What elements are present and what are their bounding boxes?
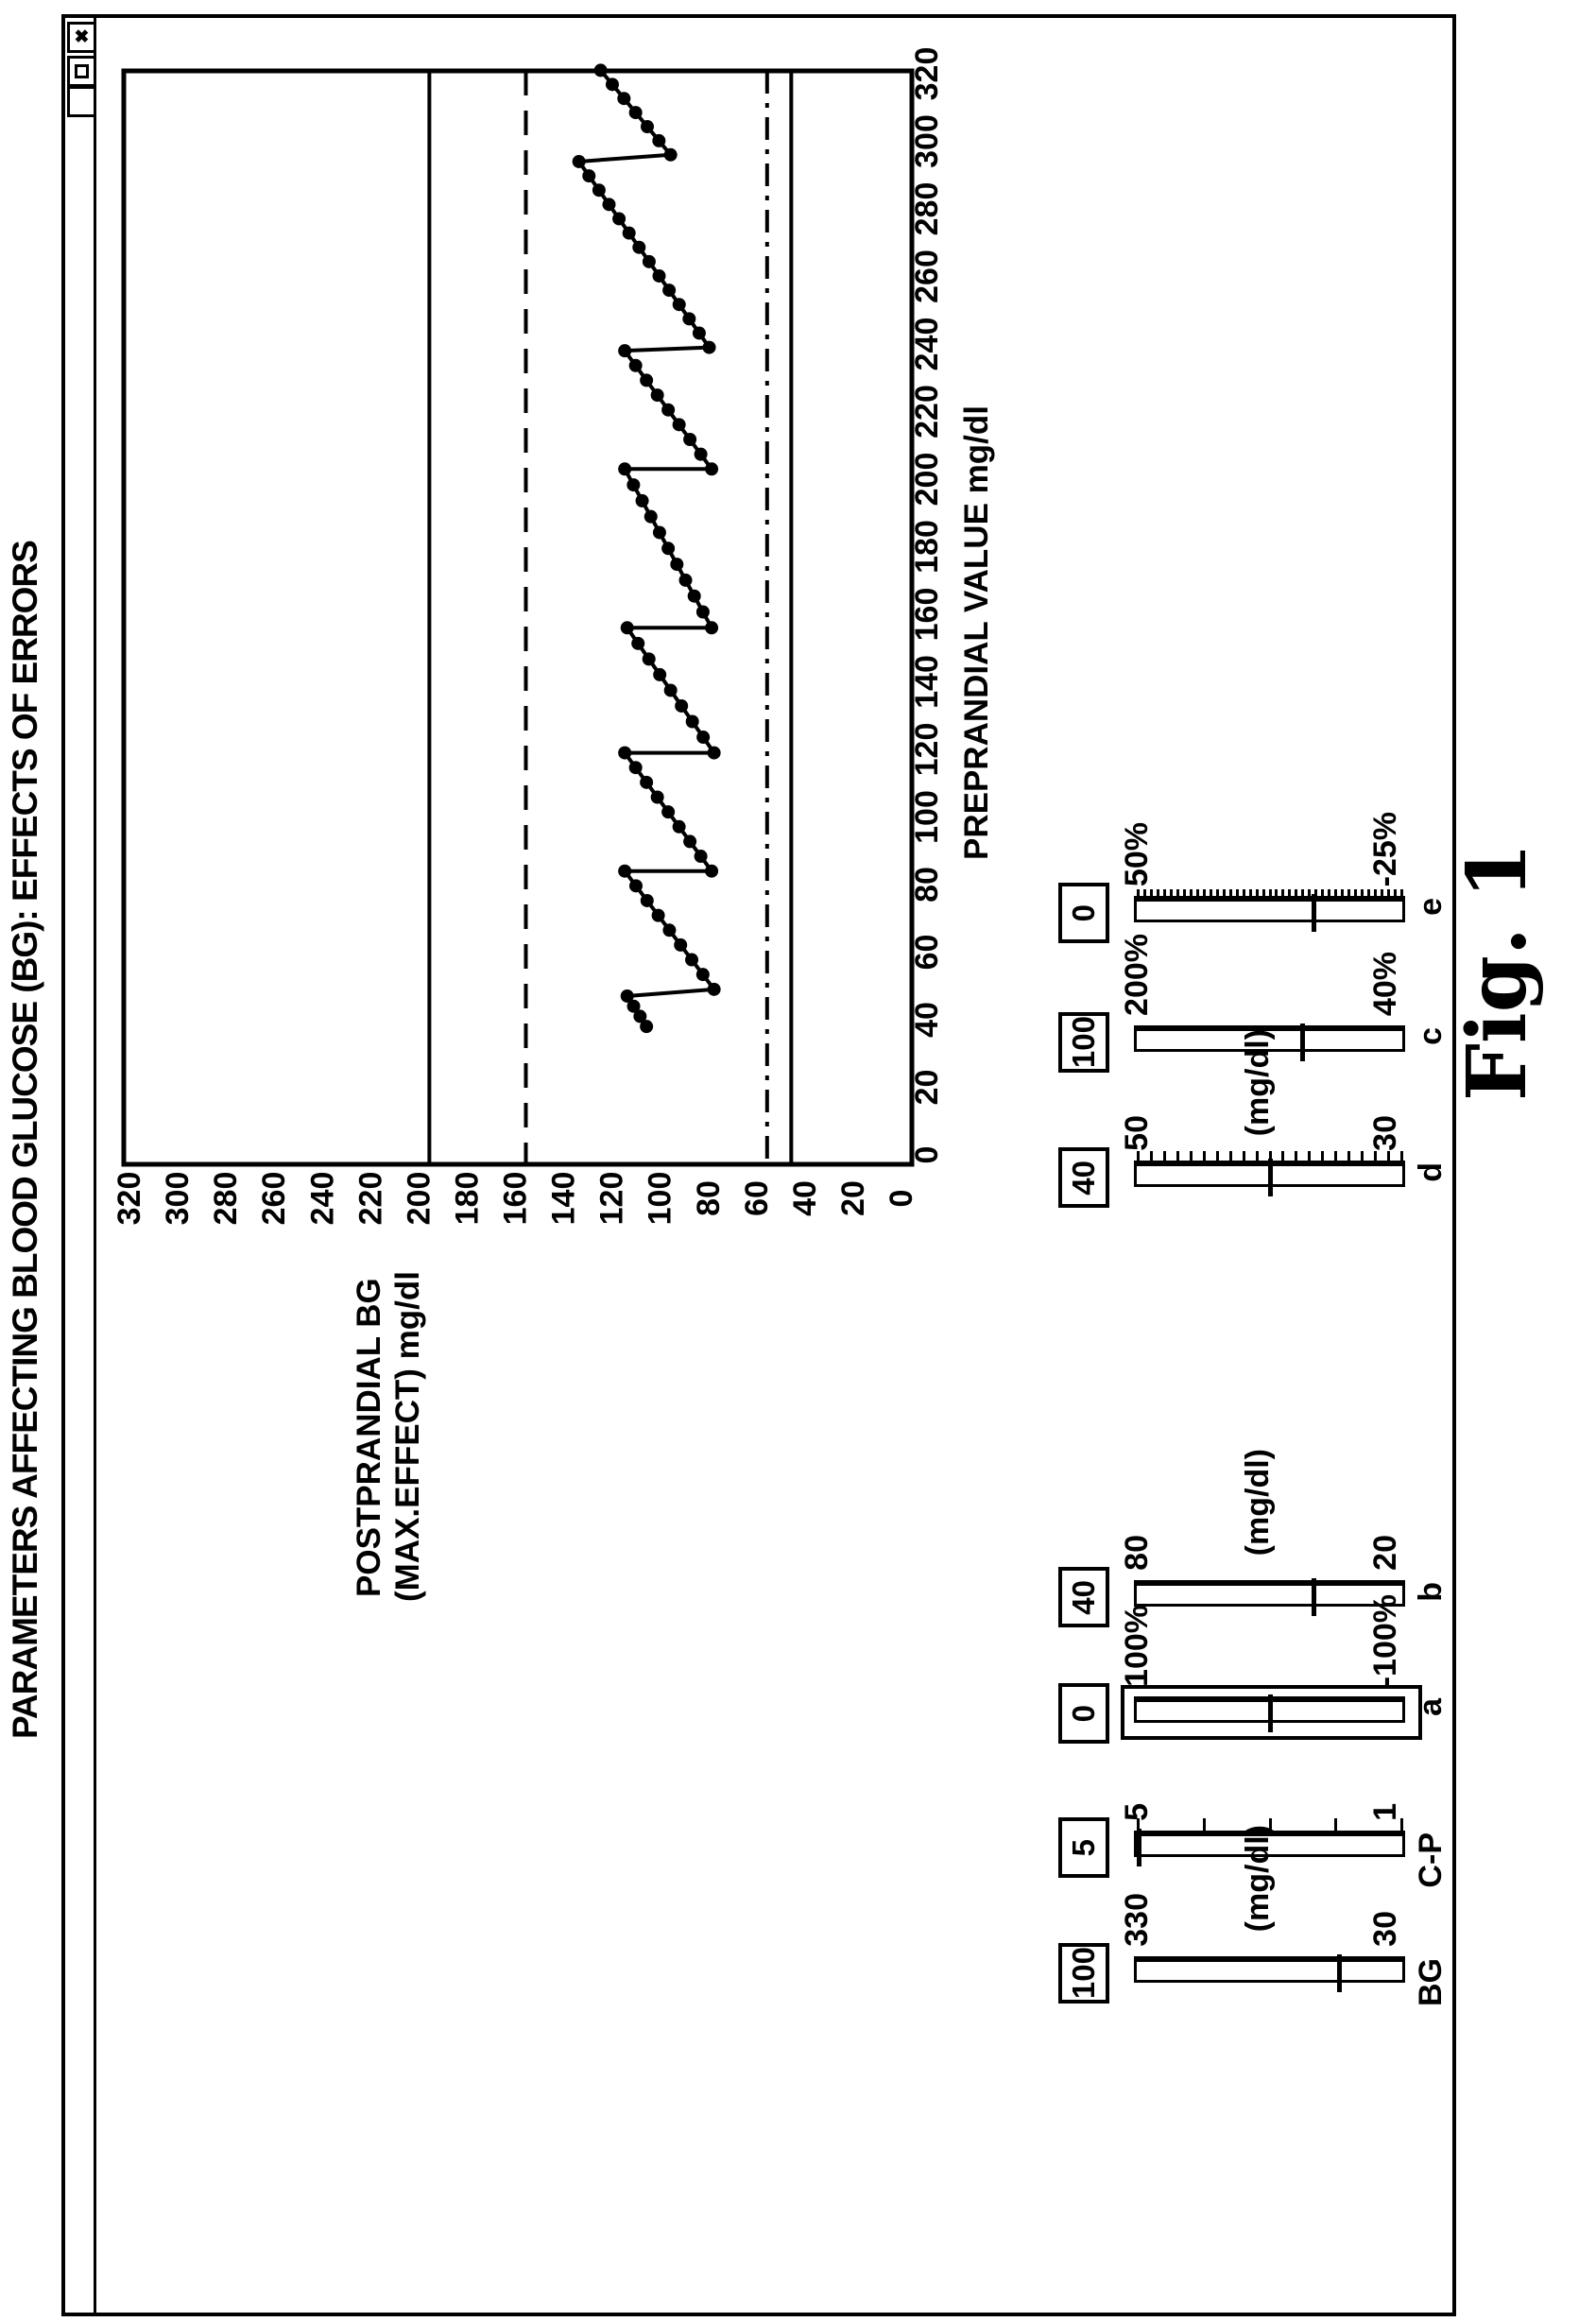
axis-tick-label: 180 bbox=[909, 520, 945, 574]
slider-value-BG: 100 bbox=[1066, 1947, 1101, 2000]
axis-tick-label: 200 bbox=[401, 1171, 438, 1226]
slider-tick bbox=[1229, 889, 1232, 896]
slider-name-label-d: d bbox=[1413, 1162, 1449, 1182]
slider-tick bbox=[1216, 1151, 1219, 1161]
series-dot bbox=[623, 227, 636, 240]
slider-tick bbox=[1243, 889, 1245, 896]
slider-tick bbox=[1367, 889, 1370, 896]
slider-thumb-C-P[interactable] bbox=[1137, 1829, 1141, 1866]
series-dot bbox=[686, 715, 699, 729]
series-dot bbox=[644, 510, 658, 524]
slider-value-b: 40 bbox=[1066, 1579, 1101, 1615]
slider-tick bbox=[1170, 889, 1173, 896]
slider-value-box-b[interactable] bbox=[1058, 1567, 1109, 1627]
slider-tick bbox=[1203, 1818, 1206, 1831]
series-dot bbox=[640, 373, 653, 387]
slider-tick bbox=[1400, 889, 1403, 896]
series-dot bbox=[675, 699, 688, 713]
axis-tick-label: 280 bbox=[208, 1171, 245, 1226]
y-axis-title-line2: (MAX.EFFECT) mg/dl bbox=[389, 1271, 426, 1602]
slider-tick bbox=[1281, 1151, 1284, 1161]
series-dot bbox=[641, 120, 654, 133]
series-dot bbox=[592, 183, 606, 197]
series-dot bbox=[661, 805, 675, 818]
slider-tick bbox=[1163, 889, 1166, 896]
series-dot bbox=[594, 63, 608, 77]
slider-tick bbox=[1347, 1151, 1350, 1161]
slider-tick bbox=[1354, 889, 1357, 896]
axis-tick-label: 100 bbox=[909, 790, 945, 844]
slider-tick bbox=[1210, 889, 1212, 896]
slider-value-a: 0 bbox=[1066, 1704, 1101, 1723]
axis-tick-label: 80 bbox=[909, 867, 945, 903]
slider-tick bbox=[1269, 889, 1272, 896]
slider-tick bbox=[1321, 889, 1324, 896]
slider-tick bbox=[1262, 889, 1265, 896]
series-jump-segment bbox=[625, 348, 709, 352]
series-dot bbox=[653, 668, 666, 681]
slider-value-box-d[interactable] bbox=[1058, 1147, 1109, 1208]
series-dot bbox=[629, 761, 643, 774]
slider-tick bbox=[1150, 1151, 1153, 1161]
series-dot bbox=[661, 404, 675, 417]
series-dot bbox=[618, 344, 631, 357]
slider-track-b[interactable] bbox=[1134, 1580, 1405, 1607]
slider-max-label-BG: 330 bbox=[1119, 1893, 1155, 1947]
slider-max-label-C-P: 5 bbox=[1119, 1803, 1155, 1821]
slider-tick bbox=[1387, 889, 1390, 896]
slider-track-e[interactable] bbox=[1134, 896, 1405, 922]
series-dot bbox=[651, 388, 664, 402]
axis-tick-label: 40 bbox=[909, 1002, 945, 1038]
series-dot bbox=[695, 850, 708, 863]
series-dot bbox=[612, 212, 626, 225]
series-dot bbox=[664, 683, 678, 697]
axis-tick-label: 300 bbox=[909, 114, 945, 168]
slider-tick bbox=[1374, 889, 1377, 896]
slider-tick bbox=[1196, 889, 1199, 896]
slider-tick bbox=[1236, 889, 1239, 896]
series-jump-segment bbox=[627, 989, 714, 996]
series-dot bbox=[640, 1020, 653, 1033]
slider-name-label-e: e bbox=[1413, 898, 1449, 916]
slider-min-label-b: 20 bbox=[1367, 1535, 1403, 1571]
series-dot bbox=[606, 77, 619, 91]
axis-tick-label: 0 bbox=[884, 1189, 919, 1208]
slider-max-label-e: 50% bbox=[1119, 821, 1155, 886]
series-dot bbox=[621, 621, 634, 634]
slider-min-label-C-P: 1 bbox=[1367, 1803, 1403, 1821]
series-dot bbox=[640, 776, 653, 789]
axis-tick-label: 140 bbox=[909, 655, 945, 709]
series-dot bbox=[696, 731, 710, 744]
series-dot bbox=[629, 359, 643, 372]
slider-tick bbox=[1361, 889, 1364, 896]
series-dot bbox=[679, 574, 693, 587]
slider-unit-label-BG: (mg/dl) bbox=[1240, 1824, 1276, 1932]
slider-track-d[interactable] bbox=[1134, 1161, 1405, 1187]
slider-thumb-c[interactable] bbox=[1300, 1023, 1305, 1061]
slider-tick bbox=[1308, 889, 1311, 896]
slider-value-box-BG[interactable] bbox=[1058, 1943, 1109, 2004]
slider-tick bbox=[1203, 889, 1206, 896]
slider-tick bbox=[1150, 889, 1153, 896]
slider-tick bbox=[1137, 889, 1140, 896]
series-dot bbox=[653, 525, 666, 539]
slider-tick bbox=[1381, 889, 1383, 896]
axis-tick-label: 320 bbox=[909, 46, 945, 101]
slider-tick bbox=[1163, 1151, 1166, 1161]
slider-tick bbox=[1203, 1151, 1206, 1161]
axis-tick-label: 120 bbox=[593, 1171, 630, 1226]
axis-tick-label: 240 bbox=[304, 1171, 341, 1226]
x-axis-title: PREPRANDIAL VALUE mg/dl bbox=[958, 405, 995, 860]
axis-tick-label: 220 bbox=[352, 1171, 389, 1226]
series-dot bbox=[683, 834, 696, 848]
axis-tick-label: 260 bbox=[909, 249, 945, 303]
series-dot bbox=[688, 590, 701, 603]
series-dot bbox=[673, 298, 686, 311]
slider-max-label-b: 80 bbox=[1119, 1535, 1155, 1571]
slider-thumb-BG[interactable] bbox=[1337, 1954, 1342, 1992]
axis-tick-label: 240 bbox=[909, 317, 945, 371]
series-dot bbox=[652, 134, 665, 147]
series-dot bbox=[685, 954, 698, 967]
axis-tick-label: 280 bbox=[909, 181, 945, 236]
series-dot bbox=[636, 494, 649, 507]
slider-value-box-a[interactable] bbox=[1058, 1683, 1109, 1744]
slider-tick bbox=[1334, 889, 1337, 896]
series-dot bbox=[652, 909, 665, 922]
axis-tick-label: 20 bbox=[834, 1180, 871, 1216]
axis-tick-label: 200 bbox=[909, 452, 945, 507]
series-dot bbox=[582, 169, 595, 182]
y-axis-title-line1: POSTPRANDIAL BG bbox=[351, 1278, 387, 1597]
slider-tick bbox=[1288, 889, 1291, 896]
slider-unit-label-d: (mg/dl) bbox=[1240, 1028, 1276, 1136]
slider-tick bbox=[1223, 889, 1226, 896]
slider-value-box-c[interactable] bbox=[1058, 1012, 1109, 1073]
series-jump-segment bbox=[579, 155, 671, 162]
series-dot bbox=[662, 284, 676, 297]
series-dot bbox=[662, 923, 676, 937]
axis-tick-label: 20 bbox=[909, 1069, 945, 1106]
series-dot bbox=[673, 418, 686, 431]
slider-tick bbox=[1295, 1151, 1297, 1161]
series-dot bbox=[653, 269, 666, 283]
page-heading: PARAMETERS AFFECTING BLOOD GLUCOSE (BG): EFFECTS OF ERRORS bbox=[6, 541, 44, 1739]
slider-tick bbox=[1216, 889, 1219, 896]
slider-value-C-P: 5 bbox=[1066, 1838, 1101, 1857]
slider-name-label-C-P: C-P bbox=[1413, 1832, 1449, 1888]
slider-tick bbox=[1301, 889, 1304, 896]
slider-name-label-BG: BG bbox=[1413, 1958, 1449, 2006]
slider-tick bbox=[1308, 1151, 1311, 1161]
axis-tick-label: 120 bbox=[909, 722, 945, 777]
slider-tick bbox=[1314, 889, 1317, 896]
figure-label: Fig. 1 bbox=[1450, 842, 1545, 1101]
slider-tick bbox=[1190, 1151, 1193, 1161]
slider-name-label-a: a bbox=[1413, 1698, 1449, 1716]
slider-tick bbox=[1347, 889, 1350, 896]
axis-tick-label: 60 bbox=[738, 1180, 775, 1216]
axis-tick-label: 180 bbox=[449, 1171, 486, 1226]
axis-tick-label: 260 bbox=[256, 1171, 293, 1226]
series-dot bbox=[683, 433, 696, 446]
series-dot bbox=[618, 462, 631, 475]
series-dot bbox=[661, 542, 675, 555]
slider-tick bbox=[1269, 1151, 1272, 1161]
slider-max-label-c: 200% bbox=[1119, 934, 1155, 1016]
series-dot bbox=[618, 865, 631, 878]
slider-tick bbox=[1190, 889, 1193, 896]
slider-min-label-BG: 30 bbox=[1367, 1911, 1403, 1947]
axis-tick-label: 320 bbox=[112, 1171, 147, 1226]
series-dot bbox=[626, 478, 640, 491]
slider-tick bbox=[1137, 1151, 1140, 1161]
slider-tick bbox=[1341, 889, 1344, 896]
series-dot bbox=[617, 92, 630, 105]
axis-tick-label: 300 bbox=[160, 1171, 197, 1226]
slider-tick bbox=[1361, 1151, 1364, 1161]
plot-area bbox=[124, 71, 912, 1164]
slider-track-a[interactable] bbox=[1134, 1696, 1405, 1723]
slider-tick bbox=[1143, 889, 1146, 896]
slider-unit-label-b: (mg/dl) bbox=[1240, 1448, 1276, 1556]
series-dot bbox=[643, 652, 656, 665]
series-dot bbox=[696, 968, 710, 981]
axis-tick-label: 100 bbox=[642, 1171, 678, 1226]
axis-tick-label: 140 bbox=[545, 1171, 582, 1226]
slider-value-box-e[interactable] bbox=[1058, 883, 1109, 943]
axis-tick-label: 160 bbox=[497, 1171, 534, 1226]
slider-tick bbox=[1328, 889, 1330, 896]
slider-tick bbox=[1374, 1151, 1377, 1161]
slider-tick bbox=[1295, 889, 1297, 896]
slider-tick bbox=[1334, 1151, 1337, 1161]
slider-min-label-c: 40% bbox=[1367, 951, 1403, 1016]
axis-tick-label: 0 bbox=[909, 1145, 945, 1164]
series-dot bbox=[673, 820, 686, 834]
series-dot bbox=[602, 198, 615, 211]
slider-tick bbox=[1394, 889, 1397, 896]
slider-tick bbox=[1176, 889, 1179, 896]
series-dot bbox=[693, 326, 706, 339]
slider-tick bbox=[1256, 1151, 1259, 1161]
slider-thumb-d[interactable] bbox=[1268, 1159, 1273, 1196]
series-dot bbox=[573, 155, 586, 168]
slider-value-c: 100 bbox=[1066, 1016, 1101, 1069]
series-dot bbox=[682, 312, 695, 325]
axis-tick-label: 60 bbox=[909, 934, 945, 971]
slider-name-label-c: c bbox=[1413, 1027, 1449, 1045]
series-dot bbox=[695, 448, 708, 461]
slider-value-d: 40 bbox=[1066, 1160, 1101, 1195]
slider-min-label-e: -25% bbox=[1367, 811, 1403, 886]
slider-tick bbox=[1281, 889, 1284, 896]
series-dot bbox=[631, 637, 644, 650]
axis-tick-label: 160 bbox=[909, 587, 945, 642]
slider-name-label-b: b bbox=[1413, 1582, 1449, 1602]
slider-max-label-a: 100% bbox=[1119, 1605, 1155, 1687]
axis-tick-label: 80 bbox=[690, 1180, 727, 1216]
slider-tick bbox=[1176, 1151, 1179, 1161]
slider-tick bbox=[1387, 1151, 1390, 1161]
slider-min-label-d: 30 bbox=[1367, 1115, 1403, 1151]
series-dot bbox=[643, 255, 656, 268]
slider-value-box-C-P[interactable] bbox=[1058, 1817, 1109, 1878]
slider-min-label-a: -100% bbox=[1367, 1593, 1403, 1687]
slider-tick bbox=[1400, 1151, 1403, 1161]
series-dot bbox=[651, 790, 664, 803]
slider-track-BG[interactable] bbox=[1134, 1956, 1405, 1983]
slider-thumb-b[interactable] bbox=[1312, 1578, 1316, 1616]
series-dot bbox=[629, 879, 643, 892]
slider-tick bbox=[1183, 889, 1186, 896]
slider-thumb-e[interactable] bbox=[1312, 894, 1316, 932]
series-dot bbox=[674, 938, 687, 952]
series-dot bbox=[618, 747, 631, 760]
series-dot bbox=[670, 558, 683, 571]
slider-tick bbox=[1321, 1151, 1324, 1161]
series-dot bbox=[629, 106, 643, 119]
slider-tick bbox=[1243, 1151, 1245, 1161]
slider-tick bbox=[1275, 889, 1278, 896]
series-dot bbox=[632, 241, 645, 254]
axis-tick-label: 40 bbox=[786, 1180, 823, 1216]
slider-tick bbox=[1157, 889, 1159, 896]
slider-max-label-d: 50 bbox=[1119, 1115, 1155, 1151]
slider-value-e: 0 bbox=[1066, 903, 1101, 922]
axis-tick-label: 220 bbox=[909, 385, 945, 439]
slider-tick bbox=[1334, 1818, 1337, 1831]
series-dot bbox=[641, 894, 654, 907]
slider-tick bbox=[1229, 1151, 1232, 1161]
slider-tick bbox=[1256, 889, 1259, 896]
series-dot bbox=[696, 605, 710, 618]
slider-tick bbox=[1249, 889, 1252, 896]
close-icon: ✖ bbox=[74, 27, 90, 47]
slider-thumb-a[interactable] bbox=[1268, 1694, 1273, 1732]
